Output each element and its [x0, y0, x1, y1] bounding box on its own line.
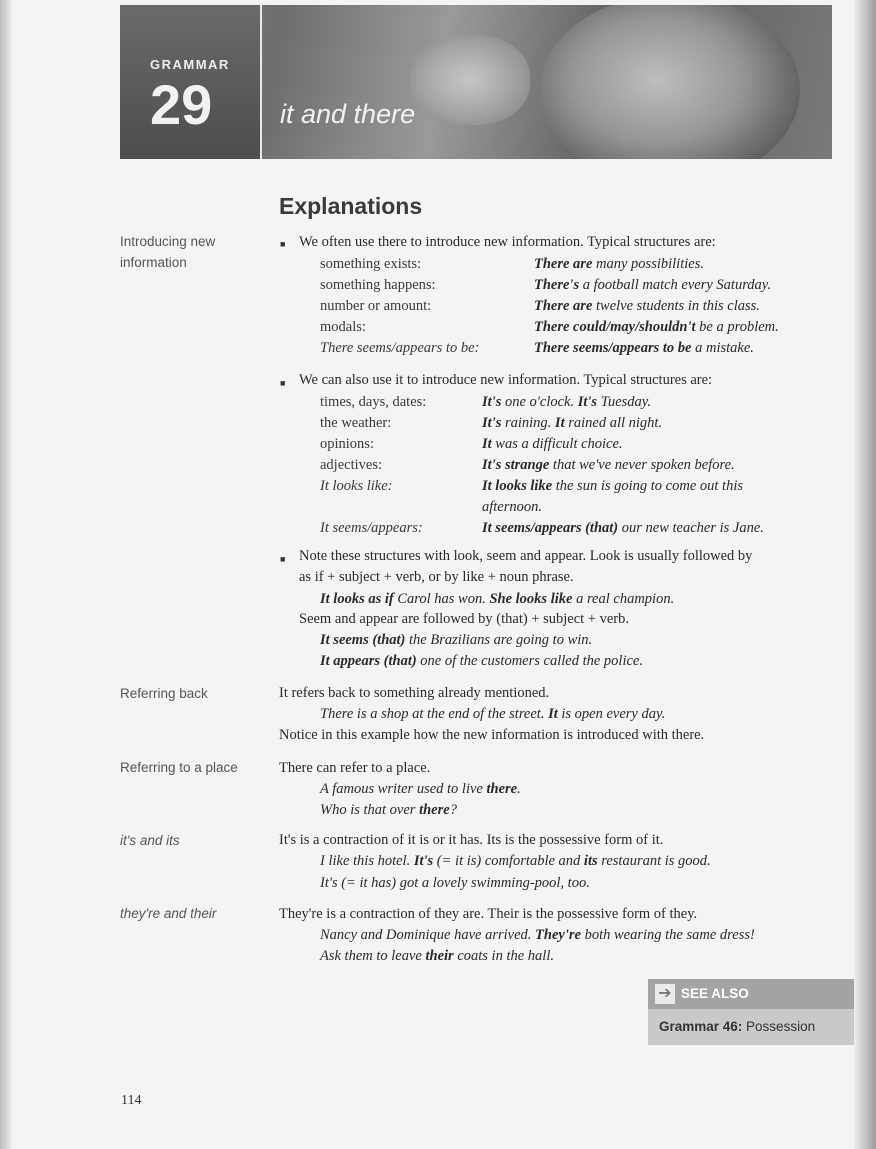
bullet-2: ■ — [280, 378, 286, 388]
theyre-line-1: They're is a contraction of they are. Their is the possessive form of they. — [279, 906, 698, 922]
structure-label: opinions: — [320, 436, 374, 452]
page-edge-left — [0, 0, 12, 1149]
structure-label: modals: — [320, 319, 366, 335]
example-bold: It's — [482, 394, 502, 410]
structure-example — [482, 497, 542, 518]
page-edge-right — [854, 0, 876, 1149]
example-text: is open every day. — [557, 706, 666, 722]
unit-banner — [120, 5, 832, 159]
example-bold: there — [419, 802, 450, 818]
example-bold: There are — [534, 256, 593, 272]
example-text: A famous writer used to live — [320, 781, 487, 797]
theyre-example-2 — [320, 946, 554, 967]
bullet-3-line-2: as if + subject + verb, or by like + noun phrase. — [299, 569, 574, 585]
structure-example — [534, 317, 779, 338]
example-text: Tuesday. — [597, 394, 652, 410]
example-text: one o'clock. — [501, 394, 578, 410]
structure-label: There seems/appears to be: — [320, 340, 480, 356]
example-bold: It appears (that) — [320, 653, 417, 669]
example-text: I like this hotel. — [320, 853, 414, 869]
example-text: restaurant is good. — [597, 853, 711, 869]
example-text: one of the customers called the police. — [416, 653, 643, 669]
structure-example — [482, 434, 623, 455]
example-bold: their — [425, 948, 454, 964]
bullet-3: ■ — [280, 554, 286, 564]
referring-back-line-2: Notice in this example how the new information is introduced with there. — [279, 727, 705, 743]
example-text: There is a shop at the end of the street. — [320, 706, 549, 722]
example-text: afternoon. — [482, 499, 543, 515]
side-label-theyre: they're and their — [120, 906, 217, 921]
example-text: raining. — [501, 415, 555, 431]
example-text: . — [517, 781, 521, 797]
example-text: the sun is going to come out this — [552, 478, 744, 494]
its-example-1 — [320, 851, 711, 872]
example-bold: It's — [482, 415, 502, 431]
structure-label: It looks like: — [320, 478, 393, 494]
example-bold: There are — [534, 298, 593, 314]
structure-example — [534, 338, 754, 359]
structure-example — [482, 392, 651, 413]
grammar-label: GRAMMAR — [150, 57, 230, 72]
structure-label: times, days, dates: — [320, 394, 427, 410]
banner-photo-face — [540, 5, 800, 159]
example-bold: there — [486, 781, 518, 797]
structure-label: the weather: — [320, 415, 392, 431]
structure-example — [534, 296, 760, 317]
example-text: rained all night. — [564, 415, 663, 431]
structure-example — [482, 518, 764, 539]
bullet-1: ■ — [280, 239, 286, 249]
banner-photo-hand — [410, 35, 530, 125]
see-also-header — [648, 979, 854, 1009]
side-label-introducing: Introducing new information — [120, 234, 216, 270]
seem-line: Seem and appear are followed by (that) + subject + verb. — [299, 611, 629, 627]
example-bold: It — [548, 706, 558, 722]
example-bold: It's strange — [482, 457, 550, 473]
example-text: that we've never spoken before. — [549, 457, 735, 473]
structure-example — [482, 476, 743, 497]
banner-divider — [260, 5, 262, 159]
example-looks — [320, 589, 674, 610]
example-bold: There seems/appears to be — [534, 340, 692, 356]
example-text: both wearing the same dress! — [580, 927, 755, 943]
example-seems — [320, 630, 592, 651]
example-text: many possibilities. — [592, 256, 704, 272]
referring-back-example — [320, 704, 665, 725]
example-text: Nancy and Dominique have arrived. — [320, 927, 536, 943]
example-text: a mistake. — [691, 340, 754, 356]
example-bold: They're — [535, 927, 581, 943]
its-example-2: It's (= it has) got a lovely swimming-pool, too. — [320, 875, 590, 891]
page-heading: Explanations — [279, 193, 423, 219]
example-text: Carol has won. — [393, 591, 490, 607]
example-text: coats in the hall. — [453, 948, 554, 964]
referring-back-line-1: It refers back to something already mentioned. — [279, 685, 550, 701]
unit-number: 29 — [150, 73, 213, 136]
structure-label: something happens: — [320, 277, 436, 293]
bullet-1-intro: We often use there to introduce new information. Typical structures are: — [299, 234, 716, 250]
example-bold: It — [482, 436, 492, 452]
example-text: the Brazilians are going to win. — [405, 632, 593, 648]
theyre-example-1 — [320, 925, 755, 946]
side-label-its: it's and its — [120, 833, 180, 848]
example-bold: It's — [413, 853, 434, 869]
example-text: ? — [449, 802, 457, 818]
page-number: 114 — [121, 1093, 142, 1108]
example-bold: She looks like — [489, 591, 573, 607]
structure-label: adjectives: — [320, 457, 383, 473]
side-label-referring-back: Referring back — [120, 686, 208, 701]
example-appears — [320, 651, 643, 672]
structure-label: number or amount: — [320, 298, 432, 314]
unit-title: it and there — [280, 99, 416, 129]
bullet-2-intro: We can also use it to introduce new information. Typical structures are: — [299, 372, 713, 388]
example-text: a real champion. — [572, 591, 675, 607]
referring-place-line-1: There can refer to a place. — [279, 760, 431, 776]
example-bold: its — [583, 853, 598, 869]
example-text: be a problem. — [695, 319, 779, 335]
example-text: Ask them to leave — [320, 948, 426, 964]
example-bold: There could/may/shouldn't — [534, 319, 696, 335]
example-text: Who is that over — [320, 802, 420, 818]
structure-label: It seems/appears: — [320, 520, 423, 536]
referring-place-example-1 — [320, 779, 521, 800]
example-bold: It looks as if — [320, 591, 394, 607]
bullet-3-line-1: Note these structures with look, seem and appear. Look is usually followed by — [299, 548, 753, 564]
example-text: (= it is) comfortable and — [433, 853, 584, 869]
example-text: our new teacher is Jane. — [618, 520, 764, 536]
arrow-right-icon: ➔ — [655, 984, 675, 1004]
structure-example — [534, 254, 704, 275]
structure-example — [534, 275, 771, 296]
structure-label: something exists: — [320, 256, 422, 272]
example-bold: It seems (that) — [320, 632, 406, 648]
see-also-box — [648, 979, 854, 1045]
see-also-ref-bold: Grammar 46: — [659, 1019, 743, 1034]
side-label-referring-place: Referring to a place — [120, 760, 238, 775]
see-also-title: SEE ALSO — [681, 986, 749, 1001]
example-bold: There's — [534, 277, 580, 293]
example-bold: It — [554, 415, 565, 431]
example-text: a football match every Saturday. — [579, 277, 772, 293]
example-text: twelve students in this class. — [592, 298, 760, 314]
structure-example — [482, 455, 735, 476]
example-bold: It looks like — [482, 478, 553, 494]
structure-example — [482, 413, 662, 434]
its-line-1: It's is a contraction of it is or it has. Its is the possessive form of it. — [279, 832, 664, 848]
example-text: was a difficult choice. — [491, 436, 623, 452]
see-also-ref-text: Possession — [742, 1019, 816, 1034]
see-also-link[interactable] — [659, 1019, 815, 1034]
example-bold: It's — [577, 394, 598, 410]
example-bold: It seems/appears (that) — [482, 520, 619, 536]
referring-place-example-2 — [320, 800, 457, 821]
